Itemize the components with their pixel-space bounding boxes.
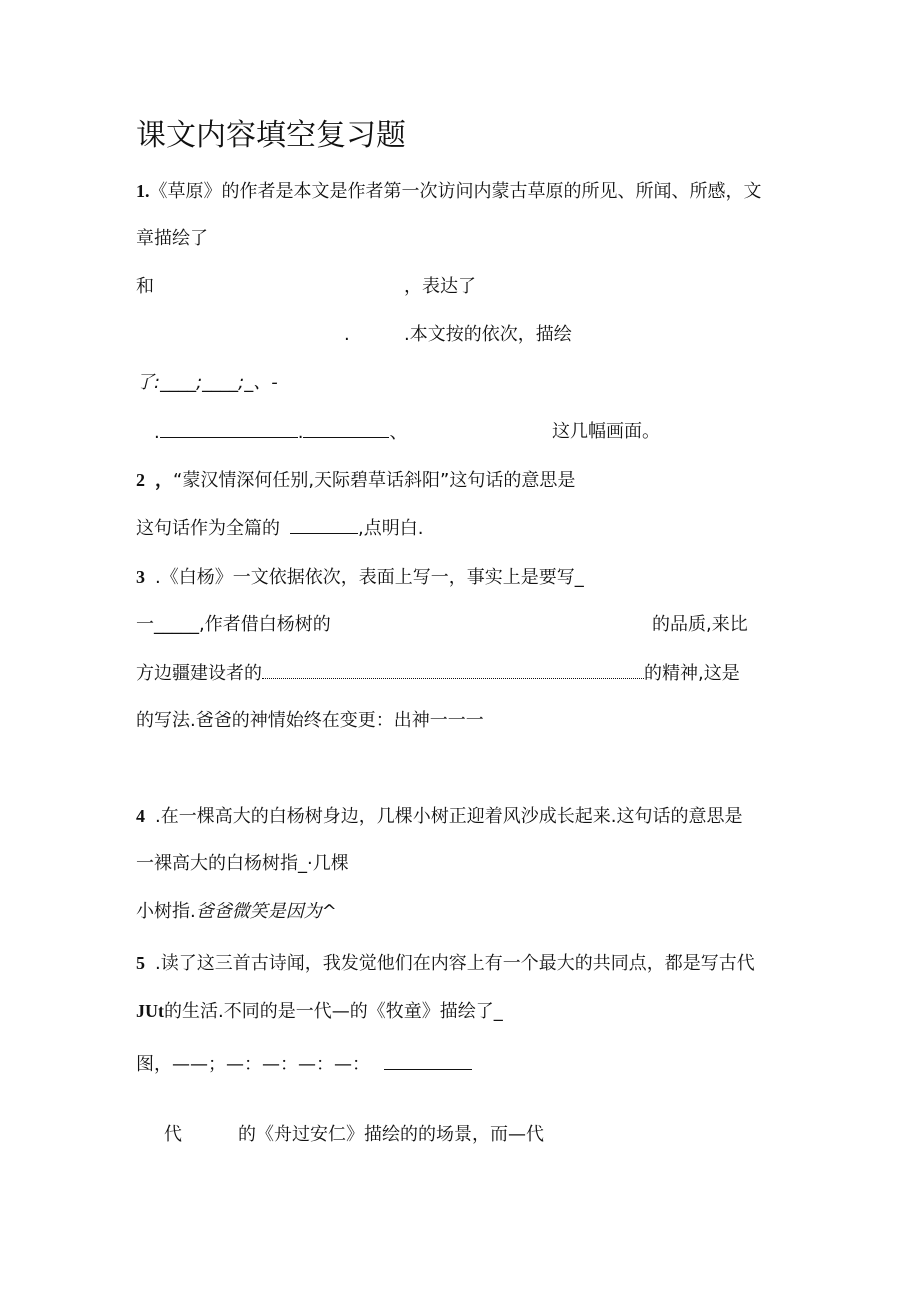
q3-text-3b: 的精神,这是 — [644, 663, 740, 684]
q3-line2a: 一_____,作者借白杨树的 — [136, 614, 331, 635]
q5-line2 — [136, 1000, 503, 1023]
q3-text-1: .《白杨》一文依据依次，表面上写一，事实上是要写_ — [155, 567, 584, 588]
blank-line — [160, 421, 298, 438]
q1-line6 — [154, 421, 407, 444]
q1-line5: 了:____;____;_、- — [136, 372, 278, 393]
q5-text-1: .读了这三首古诗闻，我发觉他们在内容上有一个最大的共同点，都是写古代 — [155, 953, 755, 974]
page-title: 课文内容填空复习题 — [136, 118, 406, 153]
q2-line1 — [136, 469, 575, 492]
q1-line3-and: 和 — [136, 276, 154, 297]
q1-line6-dot2: . — [297, 422, 304, 443]
q2-text-2a: 这句话作为全篇的 — [136, 518, 280, 539]
blank-dotted-line — [262, 662, 644, 679]
q3-line3 — [136, 662, 740, 685]
q1-line6-end: 这几幅画面。 — [552, 421, 660, 442]
q3-line1 — [136, 566, 584, 589]
q4-number: 4 — [136, 806, 145, 826]
q5-line4b: 的《舟过安仁》描绘的的场景，而—代 — [238, 1124, 544, 1145]
q5-line3 — [136, 1053, 472, 1076]
q5-line1 — [136, 952, 755, 975]
q5-line4a: 代 — [164, 1124, 182, 1145]
q1-line6-dot1: . — [154, 422, 160, 443]
q5-number: 5 — [136, 953, 145, 973]
q2-text-1: “蒙汉情深何任别,天际碧草话斜阳”这句话的意思是 — [173, 470, 576, 491]
q2-number: 2 — [136, 470, 145, 490]
q1-line3-express: ，表达了 — [404, 276, 476, 297]
q3-text-3a: 方边疆建设者的 — [136, 663, 262, 684]
q2-comma: ， — [155, 470, 173, 490]
q1-line2: 章描绘了 — [136, 228, 208, 249]
q4-text-3b: 爸爸微笑是因为^ — [195, 901, 337, 922]
q1-line6-comma: 、 — [389, 422, 408, 443]
q5-text-3: 图，——；—：—：—：—： — [136, 1054, 370, 1075]
q1-text-1: 《草原》的作者是本文是作者第一次访问内蒙古草原的所见、所闻、所感，文 — [149, 181, 762, 202]
q1-number: 1. — [136, 181, 150, 201]
q1-line4-dot: . — [344, 324, 350, 345]
q4-line3 — [136, 901, 337, 923]
q5-text-2b: 的生活.不同的是一代—的《牧童》描绘了_ — [164, 1001, 503, 1022]
q1-line1 — [136, 180, 762, 203]
blank-line — [303, 421, 389, 438]
q4-line2: 一裸高大的白杨树指_·几棵 — [136, 853, 349, 874]
q3-line4: 的写法.爸爸的神情始终在变更：出神一一一 — [136, 710, 484, 731]
q4-line1 — [136, 805, 742, 828]
q4-text-3a: 小树指. — [136, 901, 196, 922]
q3-number: 3 — [136, 567, 145, 587]
q3-line2b: 的品质,来比 — [652, 614, 748, 635]
blank-line — [384, 1053, 472, 1070]
q5-text-2a: JUt — [136, 1001, 164, 1021]
q1-line4-text: .本文按的依次，描绘 — [404, 324, 572, 345]
q2-text-2b: ,点明白. — [358, 518, 424, 539]
blank-line — [290, 517, 358, 534]
q2-line2 — [136, 517, 423, 540]
q4-text-1: .在一棵高大的白杨树身边，几棵小树正迎着风沙成长起来.这句话的意思是 — [155, 806, 743, 827]
